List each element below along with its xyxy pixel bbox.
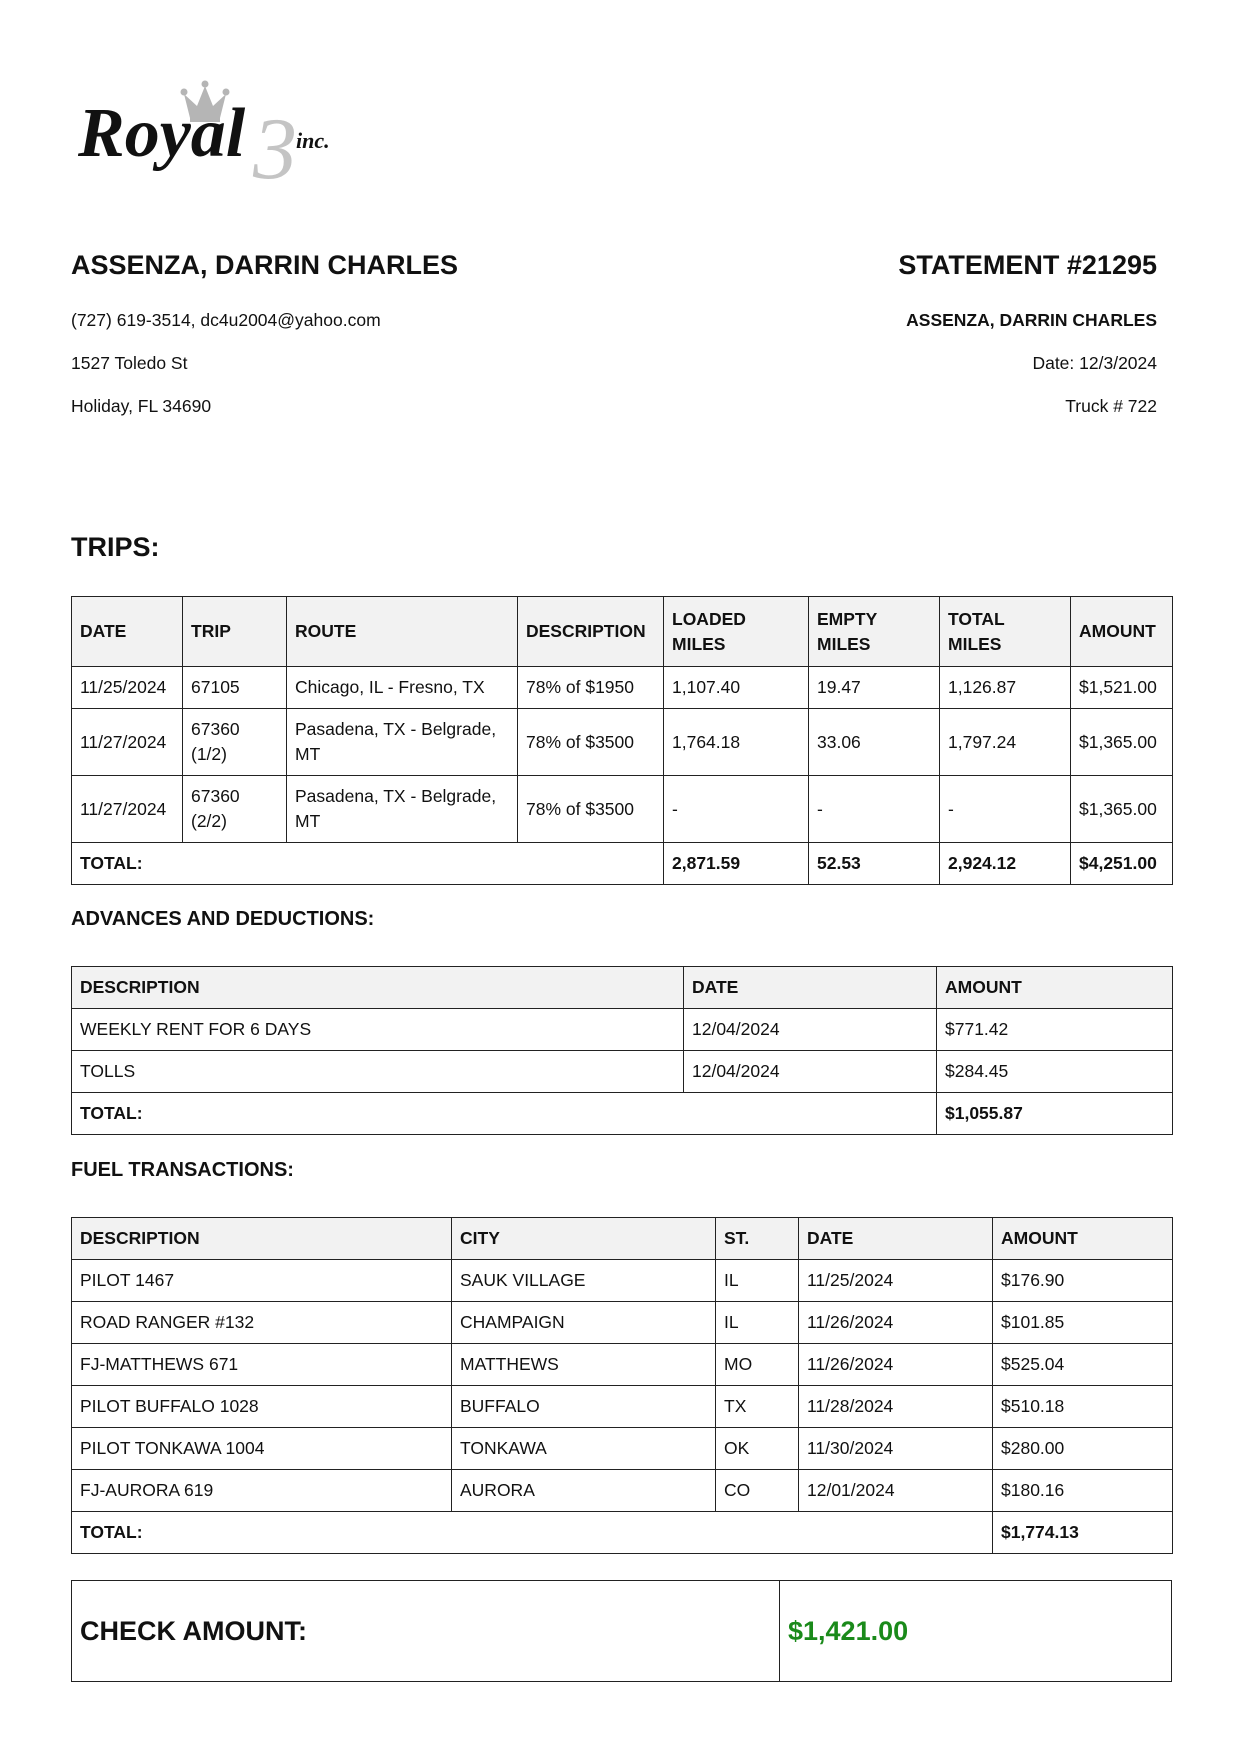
col-header: DESCRIPTION bbox=[72, 1218, 452, 1260]
trip-empty-miles: 33.06 bbox=[809, 709, 940, 776]
fuel-date: 12/01/2024 bbox=[799, 1470, 993, 1512]
table-row bbox=[72, 1009, 1173, 1051]
advances-header-row bbox=[72, 967, 1173, 1009]
statement-title: STATEMENT #21295 bbox=[898, 250, 1157, 280]
total-amount: $4,251.00 bbox=[1071, 843, 1173, 885]
col-header: TOTAL MILES bbox=[940, 597, 1071, 667]
trip-total-miles: 1,126.87 bbox=[940, 667, 1071, 709]
total-amount: $1,055.87 bbox=[937, 1093, 1173, 1135]
table-row bbox=[72, 709, 1173, 776]
advances-title: ADVANCES AND DEDUCTIONS: bbox=[71, 908, 375, 930]
advance-amount: $771.42 bbox=[937, 1009, 1173, 1051]
advances-table bbox=[71, 966, 1173, 1135]
col-header: DESCRIPTION bbox=[518, 597, 664, 667]
fuel-city: AURORA bbox=[452, 1470, 716, 1512]
fuel-table bbox=[71, 1217, 1173, 1554]
col-header: DATE bbox=[684, 967, 937, 1009]
fuel-header-row bbox=[72, 1218, 1173, 1260]
advance-description: WEEKLY RENT FOR 6 DAYS bbox=[72, 1009, 684, 1051]
total-label: TOTAL: bbox=[72, 1093, 937, 1135]
fuel-description: PILOT TONKAWA 1004 bbox=[72, 1428, 452, 1470]
trip-loaded-miles: 1,764.18 bbox=[664, 709, 809, 776]
fuel-amount: $525.04 bbox=[993, 1344, 1173, 1386]
col-header: ST. bbox=[716, 1218, 799, 1260]
driver-street: 1527 Toledo St bbox=[71, 353, 188, 373]
fuel-description: FJ-AURORA 619 bbox=[72, 1470, 452, 1512]
trip-description: 78% of $3500 bbox=[518, 709, 664, 776]
statement-date: Date: 12/3/2024 bbox=[1032, 353, 1157, 373]
total-label: TOTAL: bbox=[72, 843, 664, 885]
col-header: EMPTY MILES bbox=[809, 597, 940, 667]
total-label: TOTAL: bbox=[72, 1512, 993, 1554]
fuel-amount: $510.18 bbox=[993, 1386, 1173, 1428]
fuel-state: CO bbox=[716, 1470, 799, 1512]
trip-route: Pasadena, TX - Belgrade, MT bbox=[287, 709, 518, 776]
advance-description: TOLLS bbox=[72, 1051, 684, 1093]
col-header: ROUTE bbox=[287, 597, 518, 667]
table-row bbox=[72, 1386, 1173, 1428]
table-row bbox=[72, 667, 1173, 709]
trip-empty-miles: - bbox=[809, 776, 940, 843]
fuel-title: FUEL TRANSACTIONS: bbox=[71, 1159, 294, 1181]
truck-number: Truck # 722 bbox=[1065, 396, 1157, 416]
trip-number: 67360 (2/2) bbox=[183, 776, 287, 843]
total-empty-miles: 52.53 bbox=[809, 843, 940, 885]
trip-number: 67360 (1/2) bbox=[183, 709, 287, 776]
advance-date: 12/04/2024 bbox=[684, 1051, 937, 1093]
col-header: AMOUNT bbox=[937, 967, 1173, 1009]
trip-amount: $1,365.00 bbox=[1071, 776, 1173, 843]
trip-loaded-miles: 1,107.40 bbox=[664, 667, 809, 709]
table-row bbox=[72, 1302, 1173, 1344]
trips-total-row bbox=[72, 843, 1173, 885]
statement-name: ASSENZA, DARRIN CHARLES bbox=[906, 310, 1157, 330]
fuel-city: BUFFALO bbox=[452, 1386, 716, 1428]
trip-total-miles: 1,797.24 bbox=[940, 709, 1071, 776]
trip-description: 78% of $3500 bbox=[518, 776, 664, 843]
advance-amount: $284.45 bbox=[937, 1051, 1173, 1093]
fuel-city: MATTHEWS bbox=[452, 1344, 716, 1386]
trip-empty-miles: 19.47 bbox=[809, 667, 940, 709]
col-header: AMOUNT bbox=[993, 1218, 1173, 1260]
col-header: AMOUNT bbox=[1071, 597, 1173, 667]
fuel-description: FJ-MATTHEWS 671 bbox=[72, 1344, 452, 1386]
driver-city: Holiday, FL 34690 bbox=[71, 396, 212, 416]
table-row bbox=[72, 1260, 1173, 1302]
fuel-total-row bbox=[72, 1512, 1173, 1554]
logo-suffix: inc. bbox=[296, 128, 330, 153]
fuel-state: MO bbox=[716, 1344, 799, 1386]
fuel-date: 11/25/2024 bbox=[799, 1260, 993, 1302]
trip-total-miles: - bbox=[940, 776, 1071, 843]
check-amount-value: $1,421.00 bbox=[780, 1581, 1172, 1682]
driver-name: ASSENZA, DARRIN CHARLES bbox=[71, 250, 459, 280]
table-row bbox=[72, 776, 1173, 843]
trip-amount: $1,521.00 bbox=[1071, 667, 1173, 709]
fuel-amount: $176.90 bbox=[993, 1260, 1173, 1302]
col-header: DESCRIPTION bbox=[72, 967, 684, 1009]
fuel-description: PILOT 1467 bbox=[72, 1260, 452, 1302]
trip-route: Chicago, IL - Fresno, TX bbox=[287, 667, 518, 709]
table-row bbox=[72, 1470, 1173, 1512]
fuel-date: 11/28/2024 bbox=[799, 1386, 993, 1428]
check-amount-box bbox=[71, 1580, 1172, 1682]
fuel-date: 11/26/2024 bbox=[799, 1344, 993, 1386]
trip-date: 11/25/2024 bbox=[72, 667, 183, 709]
total-amount: $1,774.13 bbox=[993, 1512, 1173, 1554]
fuel-state: IL bbox=[716, 1260, 799, 1302]
fuel-amount: $280.00 bbox=[993, 1428, 1173, 1470]
trip-route: Pasadena, TX - Belgrade, MT bbox=[287, 776, 518, 843]
fuel-state: TX bbox=[716, 1386, 799, 1428]
total-miles: 2,924.12 bbox=[940, 843, 1071, 885]
col-header: CITY bbox=[452, 1218, 716, 1260]
table-row bbox=[72, 1051, 1173, 1093]
col-header: TRIP bbox=[183, 597, 287, 667]
trip-number: 67105 bbox=[183, 667, 287, 709]
fuel-date: 11/26/2024 bbox=[799, 1302, 993, 1344]
fuel-amount: $101.85 bbox=[993, 1302, 1173, 1344]
col-header: LOADED MILES bbox=[664, 597, 809, 667]
fuel-state: IL bbox=[716, 1302, 799, 1344]
trip-amount: $1,365.00 bbox=[1071, 709, 1173, 776]
fuel-city: SAUK VILLAGE bbox=[452, 1260, 716, 1302]
advances-total-row bbox=[72, 1093, 1173, 1135]
fuel-city: CHAMPAIGN bbox=[452, 1302, 716, 1344]
fuel-city: TONKAWA bbox=[452, 1428, 716, 1470]
trip-date: 11/27/2024 bbox=[72, 776, 183, 843]
col-header: DATE bbox=[72, 597, 183, 667]
table-row bbox=[72, 1428, 1173, 1470]
trip-loaded-miles: - bbox=[664, 776, 809, 843]
advance-date: 12/04/2024 bbox=[684, 1009, 937, 1051]
driver-contact: (727) 619-3514, dc4u2004@yahoo.com bbox=[71, 310, 381, 330]
fuel-description: PILOT BUFFALO 1028 bbox=[72, 1386, 452, 1428]
table-row bbox=[72, 1344, 1173, 1386]
col-header: DATE bbox=[799, 1218, 993, 1260]
fuel-amount: $180.16 bbox=[993, 1470, 1173, 1512]
total-loaded-miles: 2,871.59 bbox=[664, 843, 809, 885]
fuel-description: ROAD RANGER #132 bbox=[72, 1302, 452, 1344]
fuel-state: OK bbox=[716, 1428, 799, 1470]
logo-brand: Royal bbox=[78, 95, 246, 172]
trip-date: 11/27/2024 bbox=[72, 709, 183, 776]
trip-description: 78% of $1950 bbox=[518, 667, 664, 709]
trips-title: TRIPS: bbox=[71, 532, 160, 562]
trips-header-row bbox=[72, 597, 1173, 667]
trips-table bbox=[71, 596, 1173, 885]
logo-number: 3 bbox=[253, 101, 297, 193]
fuel-date: 11/30/2024 bbox=[799, 1428, 993, 1470]
check-amount-label: CHECK AMOUNT: bbox=[72, 1581, 780, 1682]
company-logo bbox=[78, 78, 388, 193]
